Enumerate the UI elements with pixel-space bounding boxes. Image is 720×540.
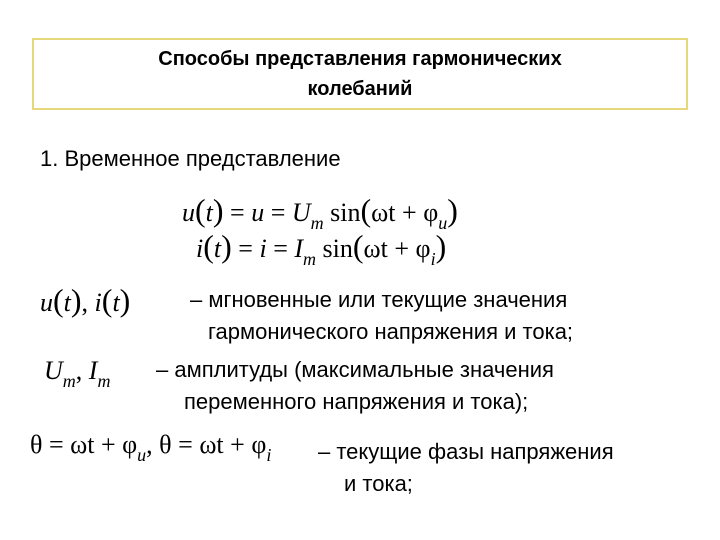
inst-desc-line-1: – мгновенные или текущие значения [190,287,568,312]
formula-u-omega-t: ωt [371,198,396,227]
phase-formulas: $\theta = \omega t + \varphi_u$, $\theta = \omega t + \varphi_i$ [30,430,272,465]
formula-u-phi-sub: u [438,213,448,233]
section-heading: 1. Временное представление [40,146,341,171]
phase-sub-u: u [137,445,147,465]
title-line-1: Способы представления гармонических [158,48,562,70]
formula-i-omega-t: ωt [363,234,388,263]
phase-desc-line-2: и тока; [344,471,413,496]
phase-description [318,436,614,500]
inst-sym-u: u [40,288,53,317]
formula-u-phi: φ [423,198,439,227]
formula-i-mid: i [259,234,267,263]
phase-phi-2: φ [251,430,267,459]
phase-theta-1: θ [30,430,43,459]
formula-u-amp: U [291,198,311,227]
ampl-symbols: $U_m$, $I_m$ [44,356,111,391]
inst-description [190,284,573,348]
inst-t-1: t [63,288,71,317]
formula-i: $i(t) = i = I_m$ $\sin(\omega t + \varphi_i)$ [196,228,447,269]
inst-desc-line-2: гармонического напряжения и тока; [208,319,574,344]
phase-phi-1: φ [122,430,138,459]
inst-sym-i: i [94,288,102,317]
formula-i-phi: φ [415,234,431,263]
phase-sub-i: i [266,445,272,465]
phase-desc-line-1: – текущие фазы напряжения [318,439,614,464]
formula-u: $u(t) = u = U_m$ $\sin(\omega t + \varphi_u)$ [182,192,458,233]
ampl-sym-u: U [44,356,63,385]
formula-u-t: t [205,198,213,227]
phase-omega-t-1: ωt [70,430,95,459]
ampl-description [156,354,554,418]
ampl-desc-line-1: – амплитуды (максимальные значения [156,357,554,382]
ampl-desc-line-2: переменного напряжения и тока); [184,389,529,414]
inst-t-2: t [112,288,120,317]
formula-u-amp-sub: m [310,213,324,233]
phase-theta-2: θ [159,430,172,459]
phase-omega-t-2: ωt [199,430,224,459]
formula-u-lhs: u [182,198,195,227]
formula-i-fn: sin [322,234,353,263]
ampl-sub-2: m [97,371,111,391]
title-line-2: колебаний [307,78,413,100]
formula-i-t: t [213,234,222,263]
formula-u-fn: sin [330,198,361,227]
inst-symbols: u(t), i(t) [40,282,131,318]
formula-i-amp: I [294,234,304,263]
formula-i-lhs: i [196,234,204,263]
formula-i-amp-sub: m [303,249,317,269]
title-box [32,38,688,110]
formula-i-phi-sub: i [430,249,436,269]
ampl-sub-1: m [62,371,76,391]
ampl-sym-i: I [88,356,98,385]
formula-u-mid: u [251,198,265,227]
